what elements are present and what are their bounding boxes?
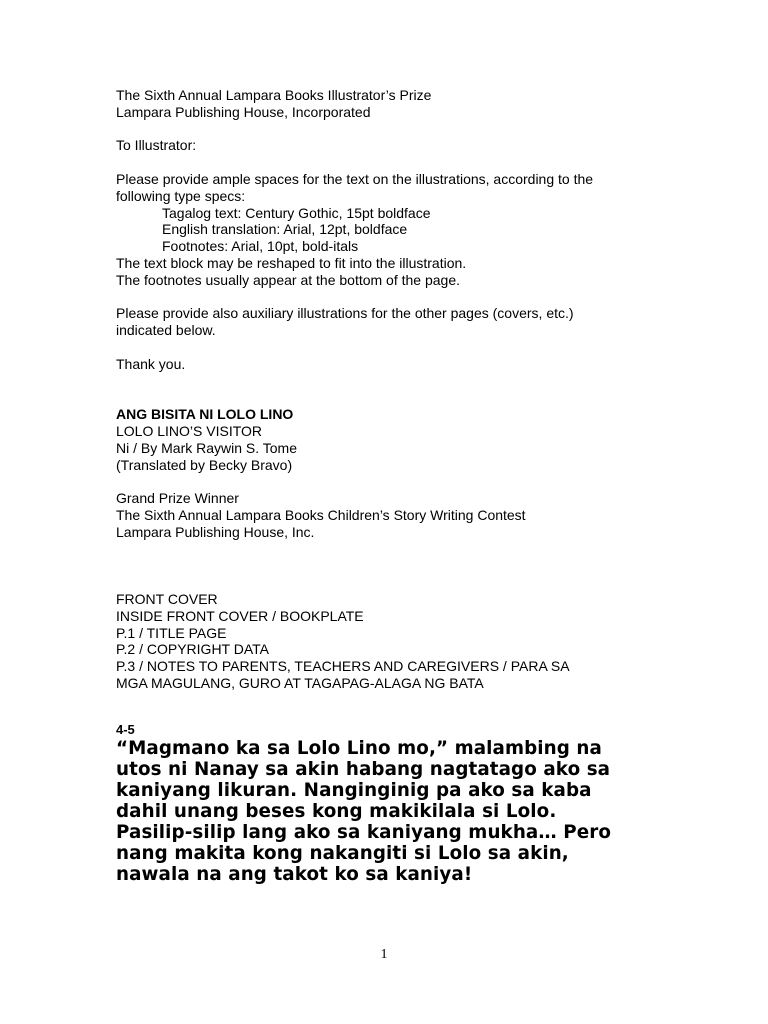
list-item: FRONT COVER: [116, 590, 218, 607]
instruction-line-1: Please provide ample spaces for the text on the illustrations, according to the: [116, 170, 594, 187]
spec-footnotes: Footnotes: Arial, 10pt, bold-itals: [162, 238, 359, 255]
publisher-name: Lampara Publishing House, Incorporated: [116, 103, 371, 120]
list-item: P.2 / COPYRIGHT DATA: [116, 641, 270, 658]
award-label: Grand Prize Winner: [116, 490, 239, 507]
contest-name: The Sixth Annual Lampara Books Children’s Story Writing Contest: [116, 506, 526, 523]
book-translator: (Translated by Becky Bravo): [116, 456, 293, 473]
list-item: P.3 / NOTES TO PARENTS, TEACHERS AND CAREGIVERS / PARA SA: [116, 658, 570, 675]
auxiliary-line-1: Please provide also auxiliary illustrations for the other pages (covers, etc.): [116, 305, 574, 322]
spread-text-line: utos ni Nanay sa akin habang nagtatago ako sa: [116, 758, 611, 780]
salutation: To Illustrator:: [116, 137, 197, 154]
list-item: P.1 / TITLE PAGE: [116, 624, 227, 641]
thanks-line: Thank you.: [116, 355, 186, 372]
spread-text-line: nang makita kong nakangiti si Lolo sa akin,: [116, 842, 569, 864]
list-item: MGA MAGULANG, GURO AT TAGAPAG-ALAGA NG BATA: [116, 674, 484, 691]
spec-english: English translation: Arial, 12pt, boldface: [162, 221, 408, 238]
spread-text-line: Pasilip-silip lang ako sa kaniyang mukha… Pero: [116, 821, 611, 843]
spread-label: 4-5: [116, 721, 135, 737]
document-body: [116, 87, 656, 885]
pages-list: [116, 591, 656, 692]
spec-tagalog: Tagalog text: Century Gothic, 15pt boldface: [162, 204, 431, 221]
instruction-line-2: following type specs:: [116, 187, 246, 204]
publisher-short: Lampara Publishing House, Inc.: [116, 523, 315, 540]
reshape-note: The text block may be reshaped to fit into the illustration.: [116, 254, 467, 271]
spread-text: [116, 738, 656, 885]
list-item: INSIDE FRONT COVER / BOOKPLATE: [116, 607, 364, 624]
prize-title: The Sixth Annual Lampara Books Illustrator’s Prize: [116, 87, 432, 103]
spread-text-line: “Magmano ka sa Lolo Lino mo,” malambing na: [116, 737, 602, 759]
footnote-note: The footnotes usually appear at the bottom of the page.: [116, 271, 461, 288]
page-number: 1: [380, 947, 388, 962]
spread-text-line: dahil unang beses kong makikilala si Lolo.: [116, 800, 557, 822]
spread-text-line: nawala na ang takot ko sa kaniya!: [116, 863, 473, 885]
spread-text-line: kaniyang likuran. Nanginginig pa ako sa kaba: [116, 779, 592, 801]
book-author: Ni / By Mark Raywin S. Tome: [116, 439, 298, 456]
book-title-tagalog: ANG BISITA NI LOLO LINO: [116, 406, 294, 423]
auxiliary-line-2: indicated below.: [116, 322, 216, 339]
book-title-english: LOLO LINO’S VISITOR: [116, 422, 263, 439]
